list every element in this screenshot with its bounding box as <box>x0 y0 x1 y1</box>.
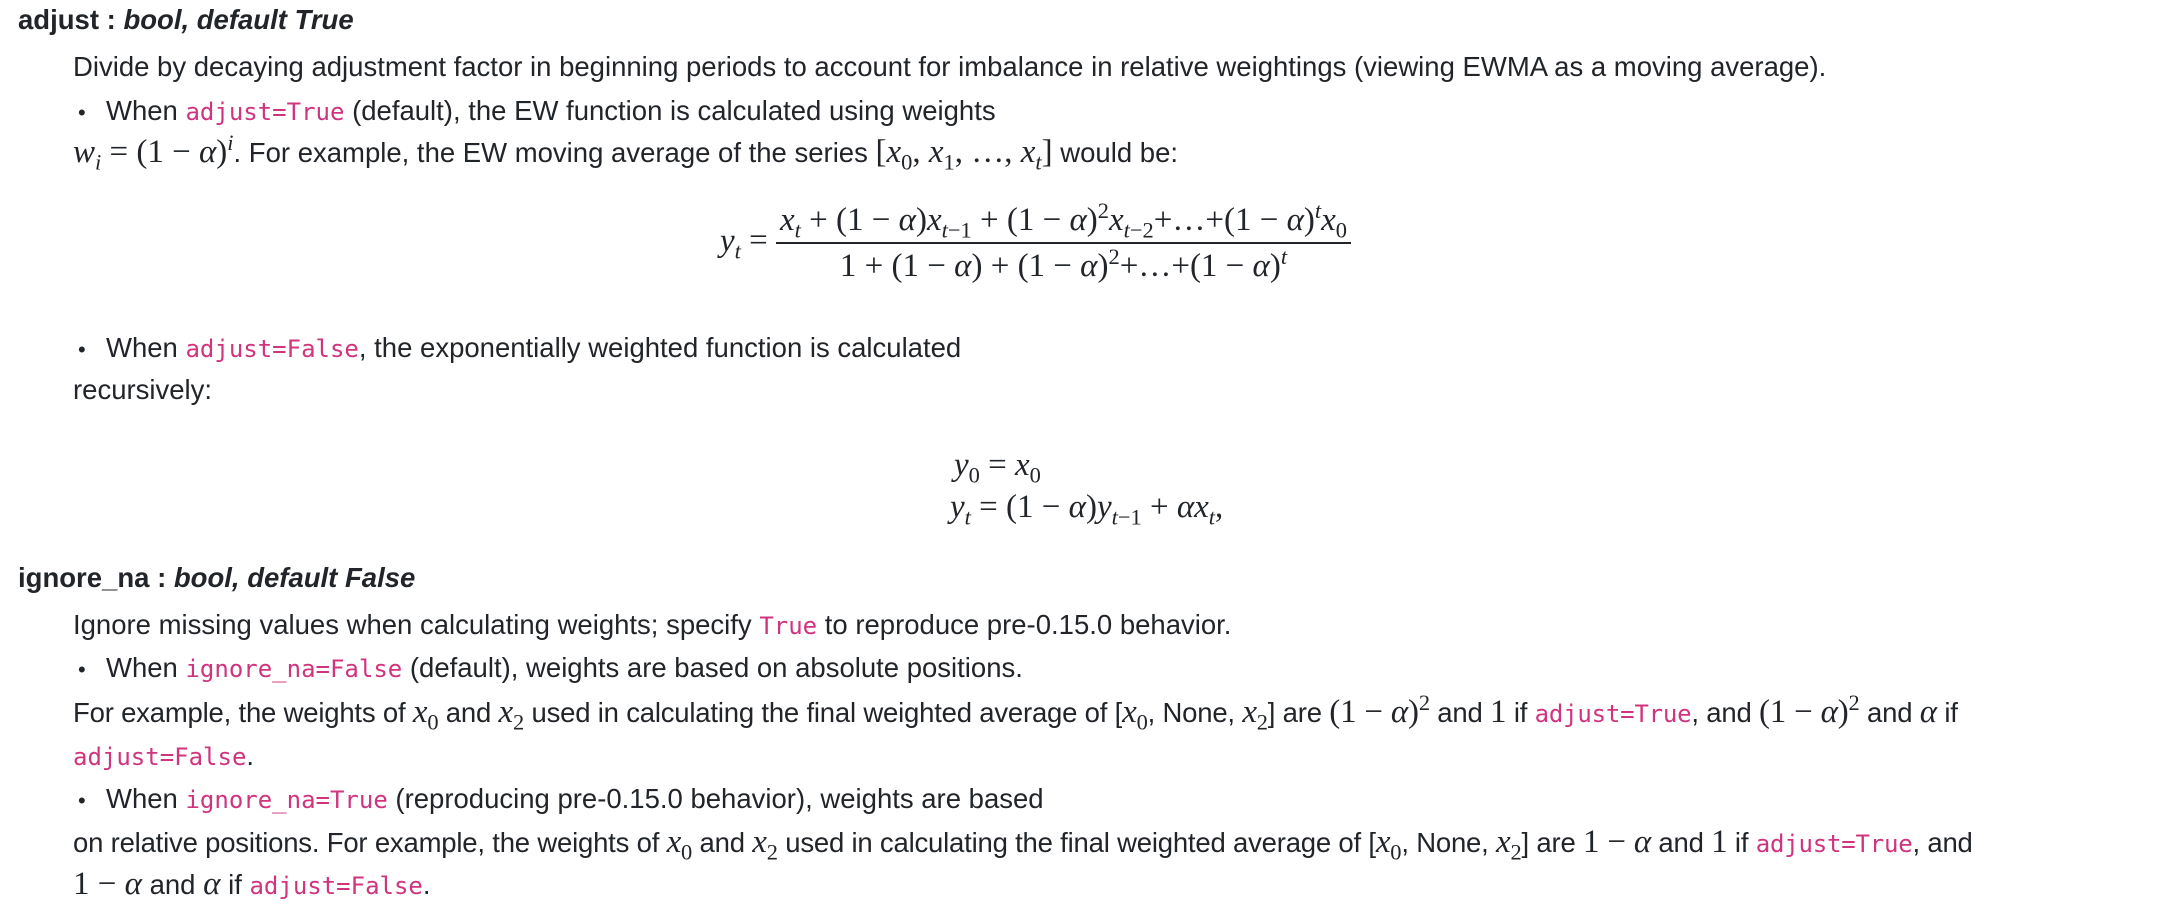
param-adjust-description: Divide by decaying adjustment factor in beginning periods to account for imbalance in relative weightings (viewing EWMA as a moving average). <box>73 51 1827 82</box>
math-one-minus-alpha: 1 − α <box>1583 824 1651 860</box>
param-type: bool, default True <box>123 4 354 35</box>
ignore-na-bullet-true: • When ignore_na=True (reproducing pre-0.15.0 behavior), weights are based <box>78 779 1044 821</box>
math-x0: $x_0$ <box>412 694 439 735</box>
inline-code: True <box>759 612 818 640</box>
inline-code: adjust=True <box>185 98 345 126</box>
adjust-weights-line: $w_i = (1 - \alpha)^i$. For example, the EW moving average of the series [$x_0$, $x_1$, …, $x_t$] would be: <box>73 130 1179 175</box>
inline-code: ignore_na=False <box>185 655 403 683</box>
param-name: adjust <box>18 4 99 35</box>
bullet-icon: • <box>78 100 86 125</box>
adjust-bullet-true: • When adjust=True (default), the EW function is calculated using weights <box>78 91 996 133</box>
inline-code: ignore_na=True <box>185 786 388 814</box>
ignore-na-example-absolute-end: adjust=False. <box>73 740 255 771</box>
math-weight-squared: $(1 - \alpha)^2$ <box>1329 690 1430 730</box>
bullet-icon: • <box>78 657 86 682</box>
inline-code: adjust=False <box>73 743 247 771</box>
adjust-bullet-false: • When adjust=False, the exponentially weighted function is calculated <box>78 328 961 370</box>
ignore-na-bullet-false: • When ignore_na=False (default), weights are based on absolute positions. <box>78 648 1023 690</box>
param-separator: : <box>157 562 167 593</box>
inline-code: adjust=False <box>249 872 423 900</box>
inline-code: adjust=True <box>1534 700 1692 728</box>
param-name: ignore_na <box>18 562 150 593</box>
ignore-na-example-relative: on relative positions. For example, the weights of $x_0$ and $x_2$ used in calculating the final weighted average of [$x_0$, None, $x_2$] are 1 − α and 1 if adjust=True, and <box>73 824 1973 865</box>
bullet-icon: • <box>78 337 86 362</box>
inline-code: adjust=True <box>1755 830 1913 858</box>
param-ignore-na-description: Ignore missing values when calculating weights; specify True to reproduce pre-0.15.0 behavior. <box>73 609 1232 640</box>
math-x2: $x_2$ <box>498 694 525 735</box>
adjust-recursive-label: recursively: <box>73 374 213 405</box>
param-separator: : <box>106 4 116 35</box>
param-ignore-na-header <box>18 558 415 598</box>
bullet-icon: • <box>78 788 86 813</box>
math-series: [$x_0$, $x_1$, …, $x_t$] <box>875 134 1053 175</box>
param-adjust-header <box>18 0 354 40</box>
param-type: bool, default False <box>173 562 416 593</box>
ignore-na-example-absolute: For example, the weights of $x_0$ and $x_2$ used in calculating the final weighted average of [$x_0$, None, $x_2$] are $(1 - \alpha)^2$ and 1 if adjust=True, and $(1 - \alpha)^2$ and α if <box>73 690 1958 735</box>
math-ew-average-equation: $y_t$ = $\frac{x_t + (1 - \alpha)x_{t-1} + (1 - \alpha)^2x_{t-2}+\dots+(1 - \alpha)^tx_0}{1 + (1 - \alpha) + (1 - \alpha)^2+\dots+(1 - \alpha)^t}$ <box>720 198 1351 288</box>
inline-code: adjust=False <box>185 335 359 363</box>
ignore-na-example-relative-end: 1 − α and α if adjust=False. <box>73 866 431 902</box>
math-recursive-equations: $y_0 = x_0$ $y_t = (1 - \alpha)y_{t-1} + \alpha x_t$, <box>950 447 1224 530</box>
math-weight-formula: $w_i = (1 - \alpha)^i$ <box>73 130 234 175</box>
